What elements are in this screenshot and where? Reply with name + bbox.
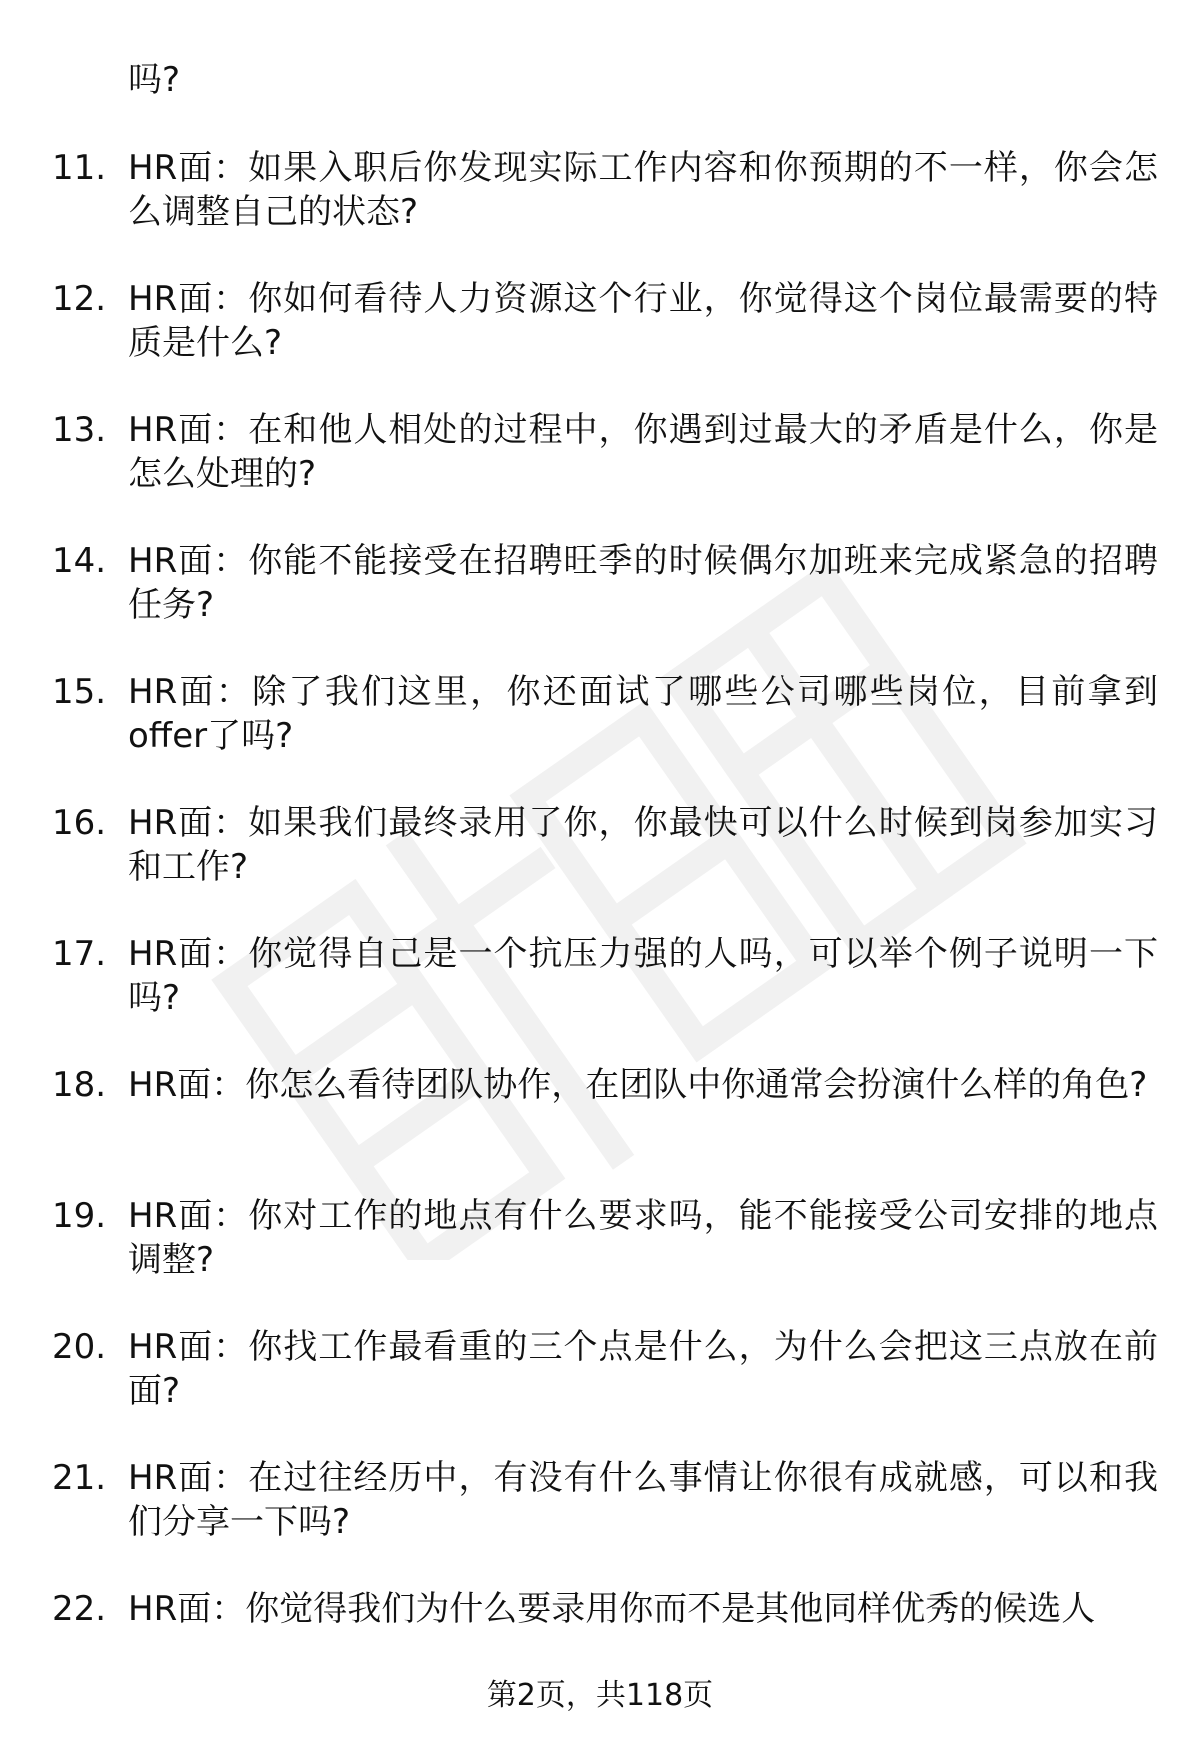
question-number: 21. <box>52 1458 107 1498</box>
question-text: HR面：你对工作的地点有什么要求吗，能不能接受公司安排的地点调整? <box>128 1196 1158 1280</box>
question-item <box>0 928 1200 1059</box>
page-footer: 第2页，共118页 <box>486 1678 714 1713</box>
question-item <box>0 142 1200 273</box>
question-item <box>0 666 1200 797</box>
question-list <box>0 142 1200 1714</box>
previous-question-continuation: 吗? <box>128 60 181 100</box>
question-number: 12. <box>52 279 107 319</box>
question-item <box>0 1190 1200 1321</box>
question-item <box>0 404 1200 535</box>
question-number: 14. <box>52 541 107 581</box>
question-text: HR面：你能不能接受在招聘旺季的时候偶尔加班来完成紧急的招聘任务? <box>128 541 1158 625</box>
question-text: HR面：在和他人相处的过程中，你遇到过最大的矛盾是什么，你是怎么处理的? <box>128 410 1158 494</box>
question-number: 13. <box>52 410 107 450</box>
question-text: HR面：你觉得自己是一个抗压力强的人吗，可以举个例子说明一下吗? <box>128 934 1158 1018</box>
question-number: 18. <box>52 1065 107 1105</box>
question-text: HR面：你如何看待人力资源这个行业，你觉得这个岗位最需要的特质是什么? <box>128 279 1158 363</box>
question-item <box>0 797 1200 928</box>
question-number: 11. <box>52 148 107 188</box>
question-text: HR面：在过往经历中，有没有什么事情让你很有成就感，可以和我们分享一下吗? <box>128 1458 1158 1542</box>
question-number: 17. <box>52 934 107 974</box>
question-number: 20. <box>52 1327 107 1367</box>
question-text: HR面：除了我们这里，你还面试了哪些公司哪些岗位，目前拿到offer了吗? <box>128 672 1158 756</box>
question-number: 22. <box>52 1589 107 1629</box>
question-number: 15. <box>52 672 107 712</box>
question-item <box>0 1059 1200 1190</box>
question-text: HR面：你觉得我们为什么要录用你而不是其他同样优秀的候选人 <box>128 1589 1096 1629</box>
question-item <box>0 1452 1200 1583</box>
question-number: 19. <box>52 1196 107 1236</box>
question-item <box>0 535 1200 666</box>
question-item <box>0 1321 1200 1452</box>
question-text: HR面：你怎么看待团队协作，在团队中你通常会扮演什么样的角色? <box>128 1065 1148 1105</box>
question-text: HR面：你找工作最看重的三个点是什么，为什么会把这三点放在前面? <box>128 1327 1158 1411</box>
question-item <box>0 273 1200 404</box>
question-number: 16. <box>52 803 107 843</box>
question-text: HR面：如果入职后你发现实际工作内容和你预期的不一样，你会怎么调整自己的状态? <box>128 148 1158 232</box>
question-text: HR面：如果我们最终录用了你，你最快可以什么时候到岗参加实习和工作? <box>128 803 1158 887</box>
